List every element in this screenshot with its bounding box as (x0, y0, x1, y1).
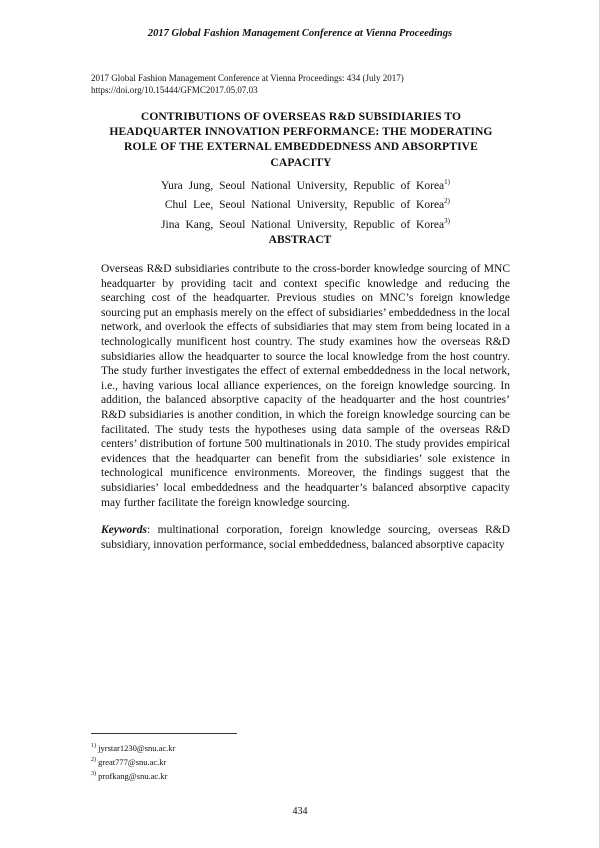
author-line (120, 175, 450, 194)
citation-block (91, 72, 511, 96)
doi-link[interactable]: https://doi.org/10.15444/GFMC2017.05.07.03 (91, 85, 258, 95)
author-text: Chul Lee, Seoul National University, Republic of Korea (164, 199, 445, 212)
keywords-separator: : (147, 524, 158, 536)
running-header: 2017 Global Fashion Management Conference at Vienna Proceedings (147, 28, 453, 39)
footnote-email[interactable]: jyrstar1230@snu.ac.kr (96, 742, 176, 753)
citation-line: 2017 Global Fashion Management Conference at Vienna Proceedings: 434 (July 2017) (91, 73, 404, 83)
paper-title: CONTRIBUTIONS OF OVERSEAS R&D SUBSIDIARIES TO HEADQUARTER INNOVATION PERFORMANCE: THE MODERATING ROLE OF THE EXTERNAL EMBEDDEDNESS AND ABSORPTIVE CAPACITY (109, 110, 493, 169)
abstract-body: Overseas R&D subsidiaries contribute to the cross-border knowledge sourcing of MNC headquarter by providing tacit and context specific knowledge and reducing the searching cost of the headquarter. Previous studies on MNC’s foreign knowledge sourcing put an emphasis merely on the effect of subsidiaries’ embeddedness in the local network, and overlook the effects of subsidiaries that may stem from being located in a technologically munificent host country. The study examines how the overseas R&D subsidiaries allow the headquarter to source the local knowledge from the host country. The study further investigates the effect of external embeddedness in the local network, i.e., having various local alliance experiences, on the foreign knowledge sourcing. In addition, the balanced absorptive capacity of the headquarter and the host countries’ R&D subsidiaries is another condition, in which the foreign knowledge sourcing can be facilitated. The study tests the hypotheses using data sample of the overseas R&D centers’ distribution of fortune 500 multinationals in 2010. The study provides empirical evidences that the headquarter can benefit from the subsidiaries’ sole existence in technological munificence environments. Moreover, the findings suggest that the subsidiaries’ local embeddedness and the headquarter’s balanced absorptive capacity may further facilitate the foreign knowledge sourcing. (101, 263, 510, 509)
footnote-mark: 2) (444, 197, 450, 206)
keywords-paragraph (101, 523, 510, 552)
author-text: Jina Kang, Seoul National University, Republic of Korea (161, 218, 445, 231)
footnote-item (91, 740, 391, 754)
footnote-email[interactable]: profkang@snu.ac.kr (96, 770, 168, 781)
page-number: 434 (292, 806, 308, 817)
footnote-mark: 1) (444, 178, 450, 186)
footnote-mark: 3) (91, 770, 96, 777)
abstract-heading: ABSTRACT (268, 234, 332, 246)
footnote-list (91, 740, 391, 781)
footnote-divider (91, 733, 237, 734)
author-text: Yura Jung, Seoul National University, Republic of Korea (161, 179, 445, 192)
author-list (120, 175, 450, 233)
footnote-mark: 2) (91, 756, 96, 763)
footnote-mark: 1) (91, 743, 96, 749)
keywords-text: multinational corporation, foreign knowledge sourcing, overseas R&D subsidiary, innovation performance, social embeddedness, balanced absorptive capacity (101, 524, 510, 551)
author-line (120, 214, 450, 233)
keywords-label: Keywords (101, 524, 147, 536)
footnote-item (91, 754, 391, 768)
footnote-email[interactable]: great777@snu.ac.kr (96, 756, 167, 767)
author-line (120, 194, 450, 213)
footnote-mark: 3) (444, 216, 450, 225)
footnote-item (91, 768, 391, 782)
